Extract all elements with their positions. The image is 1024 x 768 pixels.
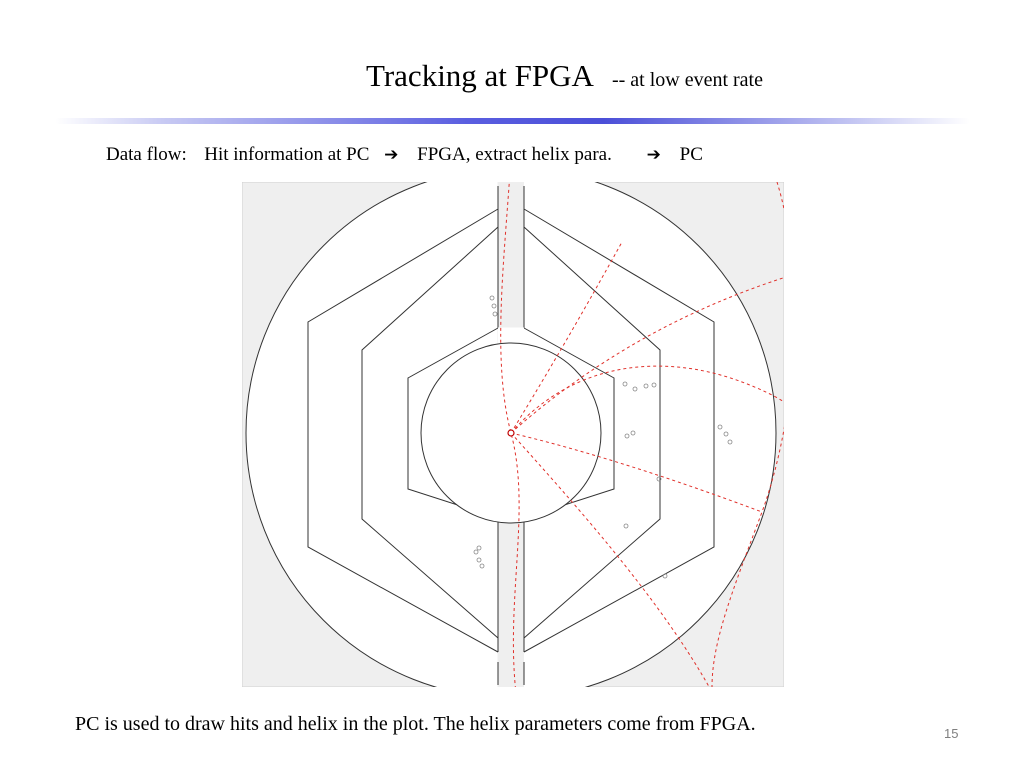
title-main: Tracking at FPGA bbox=[366, 58, 594, 93]
title-divider bbox=[55, 118, 970, 124]
page-number: 15 bbox=[944, 726, 959, 741]
slide-caption: PC is used to draw hits and helix in the plot. The helix parameters come from FPGA. bbox=[75, 713, 756, 735]
vertex-marker bbox=[508, 430, 514, 436]
tracking-plot bbox=[242, 182, 784, 687]
slide-title bbox=[366, 58, 763, 94]
data-flow-label: Data flow: bbox=[106, 144, 187, 165]
data-flow-line bbox=[106, 144, 703, 166]
right-arrow-icon: ➔ bbox=[646, 145, 661, 165]
tracking-plot-svg bbox=[242, 182, 784, 687]
data-flow-step-2: FPGA, extract helix para. bbox=[417, 144, 612, 165]
data-flow-step-3: PC bbox=[679, 144, 703, 165]
title-subtitle: -- at low event rate bbox=[611, 69, 763, 91]
right-arrow-icon: ➔ bbox=[384, 145, 399, 165]
data-flow-step-1: Hit information at PC bbox=[204, 144, 370, 165]
